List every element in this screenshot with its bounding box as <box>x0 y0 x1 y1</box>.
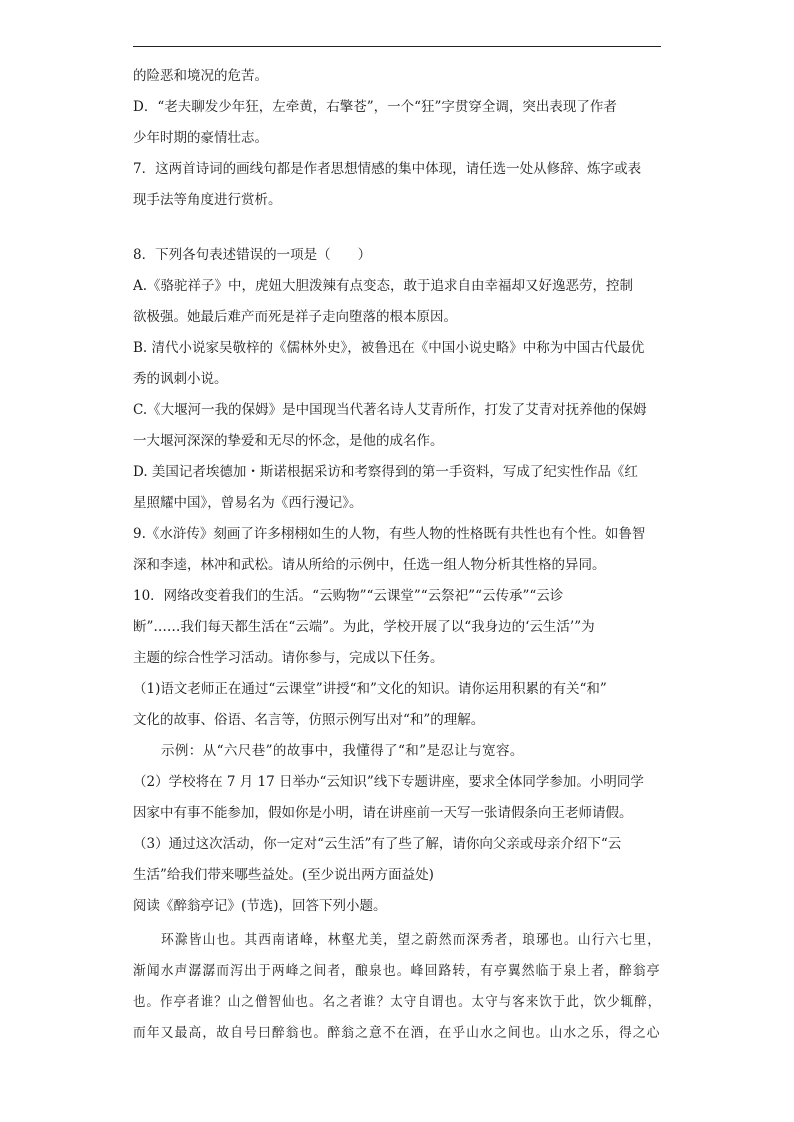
option-c: C.《大堰河一我的保姆》是中国现当代著名诗人艾青所作，打发了艾青对抚养他的保姆 <box>133 402 647 418</box>
reading-instruction: 阅读《醉翁亭记》(节选)，回答下列小题。 <box>133 898 387 914</box>
text-line: 文化的故事、俗语、名言等，仿照示例写出对“和”的理解。 <box>133 712 485 728</box>
question-8: 8．下列各句表述错误的一项是（ ） <box>133 247 372 263</box>
text-line: 的险恶和境况的危苦。 <box>133 68 268 84</box>
example-line: 示例：从“六尺巷”的故事中，我懂得了“和”是忍让与宽容。 <box>161 743 524 759</box>
passage-line: 环滁皆山也。其西南诸峰，林壑尤美，望之蔚然而深秀者，琅琊也。山行六七里， <box>161 932 662 948</box>
text-line: 一大堰河深深的挚爱和无尽的怀念，是他的成名作。 <box>133 433 444 449</box>
passage-line: 也。作亭者谁？山之僧智仙也。名之者谁？太守自谓也。太守与客来饮于此，饮少辄醉， <box>133 994 662 1010</box>
task-3: （3）通过这次活动，你一定对“云生活”有了些了解，请你向父亲或母亲介绍下“云 <box>133 836 622 852</box>
task-1: （1)语文老师正在通过“云课堂”讲授“和”文化的知识。请你运用积累的有关“和” <box>133 681 607 697</box>
text-line: 因家中有事不能参加，假如你是小明，请在讲座前一天写一张请假条向王老师请假。 <box>133 805 633 821</box>
text-line: 欲极强。她最后难产而死是祥子走向堕落的根本原因。 <box>133 309 457 325</box>
text-line: 现手法等角度进行赏析。 <box>133 192 282 208</box>
text-line: D．“老夫聊发少年狂，左牵黄，右擎苍”，一个“狂”字贯穿全调，突出表现了作者 <box>133 99 617 115</box>
passage-line: 而年又最高，故自号曰醉翁也。醉翁之意不在酒，在乎山水之间也。山水之乐，得之心 <box>133 1025 661 1041</box>
text-line: 秀的讽刺小说。 <box>133 371 228 387</box>
passage-line: 渐闻水声潺潺而泻出于两峰之间者，酿泉也。峰回路转，有亭翼然临于泉上者，醉翁亭 <box>133 963 661 979</box>
text-line: 深和李逵，林冲和武松。请从所给的示例中，任选一组人物分析其性格的异同。 <box>133 557 606 573</box>
option-d: D. 美国记者埃德加・斯诺根据采访和考察得到的第一手资料，写成了纪实性作品《红 <box>133 464 638 480</box>
question-7: 7．这两首诗词的画线句都是作者思想情感的集中体现，请任选一处从修辞、炼字或表 <box>133 161 642 177</box>
text-line: 星照耀中国》，曾易名为《西行漫记》。 <box>133 495 363 511</box>
text-line: 生活”给我们带来哪些益处。(至少说出两方面益处) <box>133 867 434 883</box>
header-rule <box>133 46 661 47</box>
question-9: 9.《水浒传》刻画了许多栩栩如生的人物，有些人物的性格既有共性也有个性。如鲁智 <box>133 526 646 542</box>
option-b: B. 清代小说家吴敬梓的《儒林外史》，被鲁迅在《中国小说史略》中称为中国古代最优 <box>133 340 645 356</box>
text-line: 断”……我们每天都生活在“云端”。为此，学校开展了以“我身边的‘云生活’”为 <box>133 619 595 635</box>
text-line: 少年时期的豪情壮志。 <box>133 130 268 146</box>
task-2: （2）学校将在 7 月 17 日举办“云知识”线下专题讲座，要求全体同学参加。小明同学 <box>133 774 644 790</box>
question-10: 10．网络改变着我们的生活。“云购物”“云课堂”“云祭祀”“云传承”“云诊 <box>133 588 564 604</box>
text-line: 主题的综合性学习活动。请你参与，完成以下任务。 <box>133 650 444 666</box>
option-a: A.《骆驼祥子》中，虎妞大胆泼辣有点变态，敢于追求自由幸福却又好逸恶劳，控制 <box>133 278 634 294</box>
